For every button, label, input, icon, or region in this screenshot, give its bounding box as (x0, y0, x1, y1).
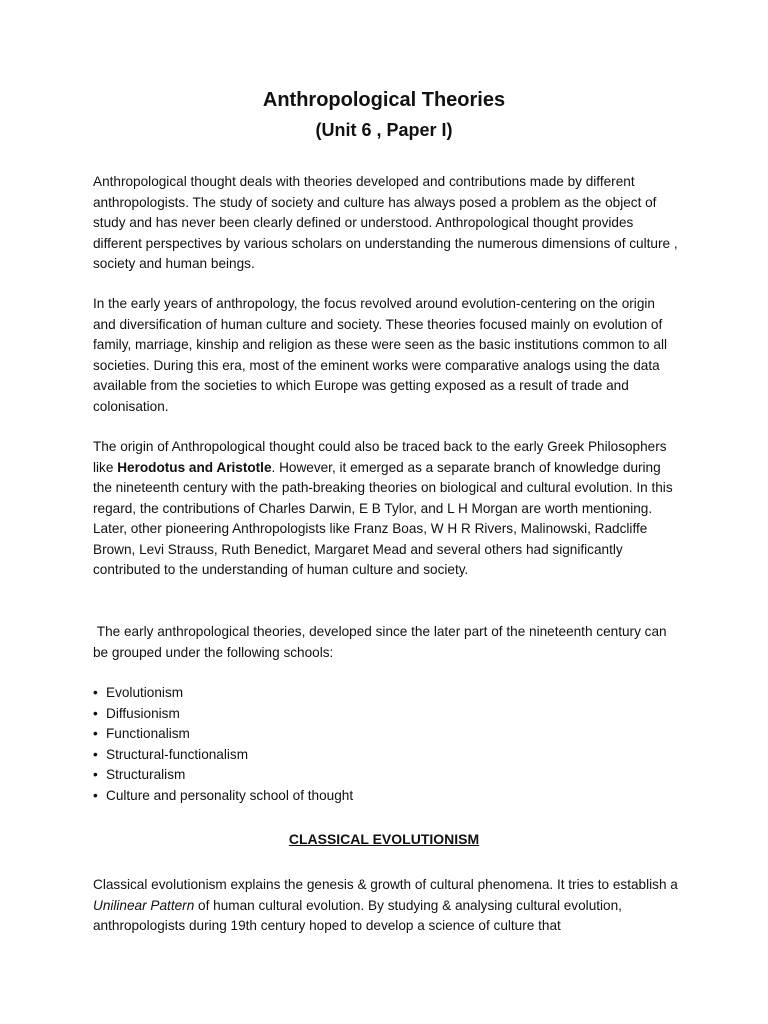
bullet-icon: • (93, 726, 98, 741)
list-item (93, 683, 653, 704)
document-subtitle: (Unit 6 , Paper I) (315, 120, 453, 140)
origin-paragraph-bold: Herodotus and Aristotle (117, 459, 272, 475)
document-title: Anthropological Theories (262, 89, 506, 111)
schools-intro-paragraph: The early anthropological theories, developed since the later part of the nineteenth century can be grouped under the following schools: (93, 624, 671, 660)
origin-paragraph-text-end: . However, it emerged as a separate branch of knowledge during the nineteenth century with the path-breaking theories on biological and cultural evolution. In this regard, the contributions of Charles Darwin, E B Tylor, and L H Morgan are worth mentioning. Later, other pioneering Anthropologists like Franz Boas, W H R Rivers, Malinowski, Radcliffe Brown, Levi Strauss, Ruth Benedict, Margaret Mead and several others had significantly contributed to the understanding of human culture and society. (93, 459, 673, 577)
list-item (93, 786, 653, 807)
early-years-paragraph: In the early years of anthropology, the focus revolved around evolution-centering on the origin and diversification of human culture and society. These theories focused mainly on evolution of family, marriage, kinship and religion as these were seen as the basic institutions common to all societies. During this era, most of the eminent works were comparative analogs using the data available from the societies to which Europe was getting exposed as a result of trade and colonisation. (93, 296, 667, 414)
origin-paragraph (93, 437, 681, 581)
list-item (93, 704, 653, 725)
list-item-label: Diffusionism (106, 705, 180, 721)
list-item-label: Culture and personality school of thought (106, 787, 354, 803)
list-item (93, 765, 653, 786)
classical-evolutionism-paragraph (93, 875, 681, 937)
list-item-label: Structural-functionalism (106, 746, 249, 762)
classical-paragraph-text-end: of human cultural evolution. By studying & analysing cultural evolution, anthropologists during 19th century hoped to develop a science of culture that (93, 897, 622, 933)
list-item (93, 745, 653, 766)
classical-paragraph-italic: Unilinear Pattern (93, 897, 195, 913)
list-item-label: Evolutionism (106, 685, 184, 700)
bullet-icon: • (93, 767, 98, 782)
bullet-icon: • (93, 746, 98, 762)
list-item (93, 724, 653, 745)
bullet-icon: • (93, 787, 98, 803)
schools-list (93, 683, 653, 806)
classical-paragraph-text-start: Classical evolutionism explains the genesis & growth of cultural phenomena. It tries to establish a (93, 877, 678, 892)
list-item-label: Functionalism (106, 726, 190, 741)
origin-paragraph-text-start: The origin of Anthropological thought could also be traced back to the early Greek Philosophers like (93, 439, 667, 475)
list-item-label: Structuralism (106, 767, 186, 782)
bullet-icon: • (93, 685, 98, 700)
bullet-icon: • (93, 705, 98, 721)
section-heading: CLASSICAL EVOLUTIONISM (288, 831, 480, 847)
intro-paragraph: Anthropological thought deals with theories developed and contributions made by different anthropologists. The study of society and culture has always posed a problem as the object of study and has never been clearly defined or understood. Anthropological thought provides different perspectives by various scholars on understanding the numerous dimensions of culture , society and human beings. (93, 174, 678, 271)
